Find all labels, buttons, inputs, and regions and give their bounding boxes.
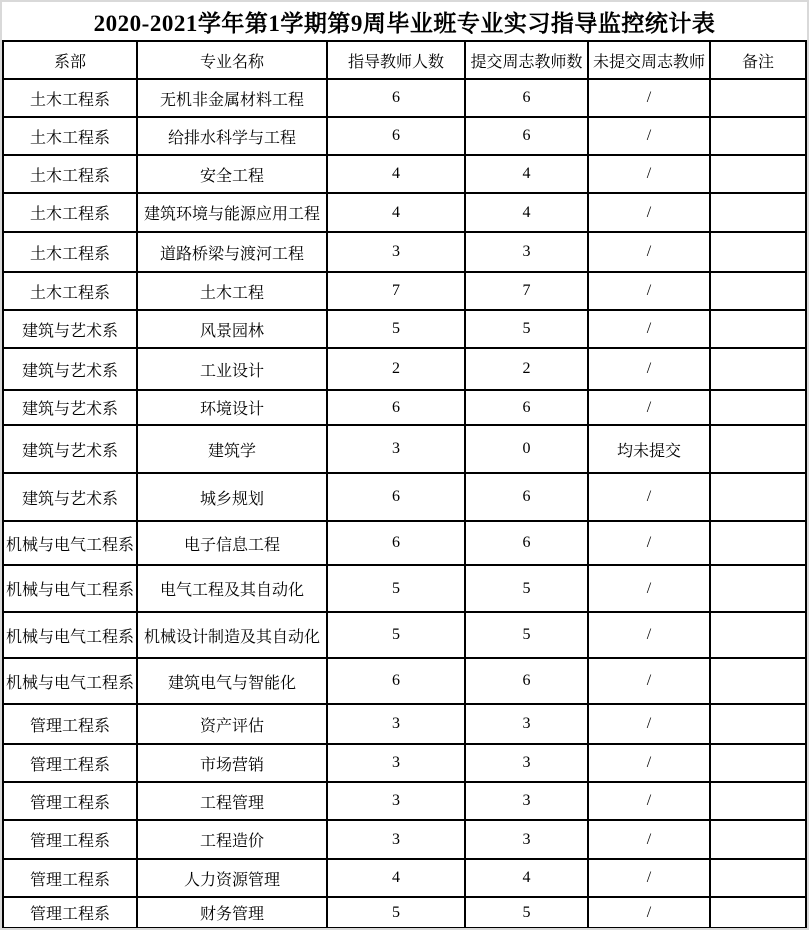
instructor-count-cell: 6 (327, 79, 465, 117)
not-submitted-cell: / (588, 117, 710, 155)
table-row (3, 704, 806, 744)
submitted-count-cell: 5 (465, 565, 588, 612)
instructor-count-cell: 5 (327, 897, 465, 928)
not-submitted-cell: / (588, 744, 710, 782)
not-submitted-cell: / (588, 704, 710, 744)
not-submitted-cell: / (588, 612, 710, 658)
major-cell: 工程造价 (137, 820, 327, 859)
department-cell: 土木工程系 (3, 117, 137, 155)
submitted-count-cell: 3 (465, 744, 588, 782)
page-title: 2020-2021学年第1学期第9周毕业班专业实习指导监控统计表 (93, 10, 716, 36)
major-cell: 建筑电气与智能化 (137, 658, 327, 704)
table-row (3, 521, 806, 565)
department-cell: 土木工程系 (3, 155, 137, 193)
department-cell: 土木工程系 (3, 232, 137, 272)
remark-cell (710, 425, 806, 473)
not-submitted-cell: / (588, 310, 710, 348)
table-row (3, 744, 806, 782)
not-submitted-cell: / (588, 565, 710, 612)
remark-cell (710, 897, 806, 928)
remark-cell (710, 744, 806, 782)
table-row (3, 425, 806, 473)
remark-cell (710, 310, 806, 348)
major-cell: 工业设计 (137, 348, 327, 390)
department-cell: 管理工程系 (3, 744, 137, 782)
submitted-count-cell: 6 (465, 521, 588, 565)
not-submitted-cell: / (588, 658, 710, 704)
header-row (3, 41, 806, 79)
instructor-count-cell: 3 (327, 782, 465, 820)
instructor-count-cell: 3 (327, 232, 465, 272)
major-cell: 土木工程 (137, 272, 327, 310)
department-cell: 土木工程系 (3, 193, 137, 232)
major-cell: 电子信息工程 (137, 521, 327, 565)
submitted-count-cell: 3 (465, 820, 588, 859)
department-cell: 机械与电气工程系 (3, 521, 137, 565)
department-cell: 建筑与艺术系 (3, 348, 137, 390)
major-cell: 建筑学 (137, 425, 327, 473)
remark-cell (710, 521, 806, 565)
not-submitted-cell: / (588, 782, 710, 820)
table-row (3, 155, 806, 193)
submitted-count-cell: 0 (465, 425, 588, 473)
department-cell: 土木工程系 (3, 79, 137, 117)
remark-cell (710, 272, 806, 310)
major-cell: 资产评估 (137, 704, 327, 744)
table-body (3, 79, 806, 928)
not-submitted-cell: / (588, 473, 710, 521)
major-cell: 电气工程及其自动化 (137, 565, 327, 612)
table-row (3, 79, 806, 117)
instructor-count-cell: 3 (327, 820, 465, 859)
major-cell: 安全工程 (137, 155, 327, 193)
not-submitted-cell: / (588, 521, 710, 565)
department-cell: 管理工程系 (3, 897, 137, 928)
major-cell: 无机非金属材料工程 (137, 79, 327, 117)
major-cell: 城乡规划 (137, 473, 327, 521)
remark-cell (710, 79, 806, 117)
not-submitted-cell: / (588, 390, 710, 425)
instructor-count-cell: 6 (327, 521, 465, 565)
not-submitted-cell: / (588, 348, 710, 390)
department-cell: 土木工程系 (3, 272, 137, 310)
department-cell: 建筑与艺术系 (3, 390, 137, 425)
department-cell: 机械与电气工程系 (3, 565, 137, 612)
remark-cell (710, 348, 806, 390)
submitted-count-cell: 6 (465, 658, 588, 704)
not-submitted-cell: / (588, 859, 710, 897)
instructor-count-cell: 3 (327, 704, 465, 744)
remark-cell (710, 565, 806, 612)
table-row (3, 272, 806, 310)
submitted-count-cell: 7 (465, 272, 588, 310)
remark-cell (710, 820, 806, 859)
instructor-count-cell: 4 (327, 155, 465, 193)
remark-cell (710, 612, 806, 658)
table-row (3, 117, 806, 155)
remark-cell (710, 658, 806, 704)
major-cell: 人力资源管理 (137, 859, 327, 897)
instructor-count-cell: 5 (327, 565, 465, 612)
table-row (3, 232, 806, 272)
department-cell: 机械与电气工程系 (3, 658, 137, 704)
instructor-count-cell: 3 (327, 425, 465, 473)
major-cell: 建筑环境与能源应用工程 (137, 193, 327, 232)
table-row (3, 390, 806, 425)
submitted-count-cell: 6 (465, 117, 588, 155)
instructor-count-cell: 6 (327, 390, 465, 425)
submitted-count-cell: 5 (465, 612, 588, 658)
remark-cell (710, 155, 806, 193)
instructor-count-cell: 5 (327, 310, 465, 348)
instructor-count-cell: 6 (327, 117, 465, 155)
department-cell: 管理工程系 (3, 704, 137, 744)
major-cell: 财务管理 (137, 897, 327, 928)
remark-cell (710, 117, 806, 155)
department-cell: 机械与电气工程系 (3, 612, 137, 658)
major-cell: 给排水科学与工程 (137, 117, 327, 155)
submitted-count-cell: 6 (465, 390, 588, 425)
department-cell: 管理工程系 (3, 859, 137, 897)
major-cell: 工程管理 (137, 782, 327, 820)
submitted-count-cell: 4 (465, 193, 588, 232)
department-cell: 建筑与艺术系 (3, 473, 137, 521)
not-submitted-cell: / (588, 193, 710, 232)
instructor-count-cell: 4 (327, 859, 465, 897)
stats-table (2, 40, 807, 929)
table-row (3, 782, 806, 820)
not-submitted-cell: / (588, 79, 710, 117)
not-submitted-cell: / (588, 232, 710, 272)
column-header: 指导教师人数 (327, 41, 465, 79)
remark-cell (710, 193, 806, 232)
remark-cell (710, 390, 806, 425)
major-cell: 道路桥梁与渡河工程 (137, 232, 327, 272)
remark-cell (710, 232, 806, 272)
submitted-count-cell: 6 (465, 79, 588, 117)
table-row (3, 193, 806, 232)
instructor-count-cell: 6 (327, 473, 465, 521)
submitted-count-cell: 3 (465, 782, 588, 820)
not-submitted-cell: / (588, 155, 710, 193)
department-cell: 建筑与艺术系 (3, 425, 137, 473)
column-header: 提交周志教师数 (465, 41, 588, 79)
remark-cell (710, 859, 806, 897)
submitted-count-cell: 4 (465, 155, 588, 193)
table-row (3, 820, 806, 859)
instructor-count-cell: 6 (327, 658, 465, 704)
instructor-count-cell: 2 (327, 348, 465, 390)
remark-cell (710, 473, 806, 521)
submitted-count-cell: 5 (465, 897, 588, 928)
instructor-count-cell: 7 (327, 272, 465, 310)
table-row (3, 897, 806, 928)
major-cell: 市场营销 (137, 744, 327, 782)
instructor-count-cell: 5 (327, 612, 465, 658)
instructor-count-cell: 4 (327, 193, 465, 232)
submitted-count-cell: 6 (465, 473, 588, 521)
table-row (3, 612, 806, 658)
submitted-count-cell: 5 (465, 310, 588, 348)
remark-cell (710, 782, 806, 820)
department-cell: 管理工程系 (3, 782, 137, 820)
table-row (3, 310, 806, 348)
table-row (3, 348, 806, 390)
not-submitted-cell: / (588, 272, 710, 310)
remark-cell (710, 704, 806, 744)
submitted-count-cell: 2 (465, 348, 588, 390)
major-cell: 风景园林 (137, 310, 327, 348)
not-submitted-cell: / (588, 820, 710, 859)
table-row (3, 658, 806, 704)
major-cell: 机械设计制造及其自动化 (137, 612, 327, 658)
table-row (3, 859, 806, 897)
table-row (3, 565, 806, 612)
submitted-count-cell: 3 (465, 232, 588, 272)
department-cell: 管理工程系 (3, 820, 137, 859)
instructor-count-cell: 3 (327, 744, 465, 782)
not-submitted-cell: 均未提交 (588, 425, 710, 473)
submitted-count-cell: 4 (465, 859, 588, 897)
column-header: 未提交周志教师 (588, 41, 710, 79)
department-cell: 建筑与艺术系 (3, 310, 137, 348)
submitted-count-cell: 3 (465, 704, 588, 744)
not-submitted-cell: / (588, 897, 710, 928)
table-row (3, 473, 806, 521)
column-header: 备注 (710, 41, 806, 79)
column-header: 专业名称 (137, 41, 327, 79)
major-cell: 环境设计 (137, 390, 327, 425)
column-header: 系部 (3, 41, 137, 79)
